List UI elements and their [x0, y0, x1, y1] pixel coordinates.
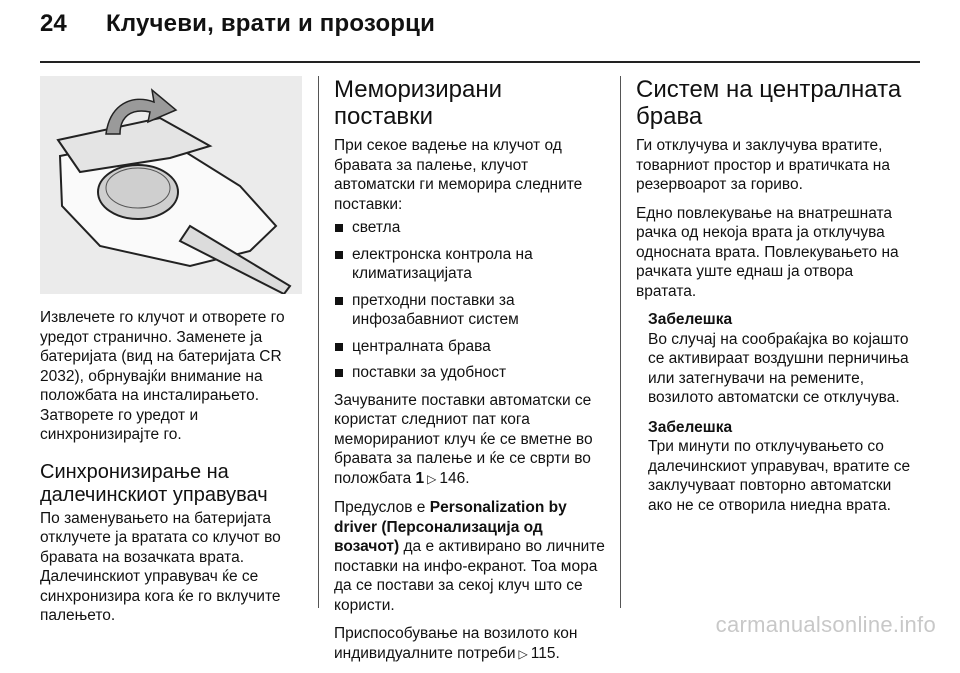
saved-settings-text: Зачуваните поставки автоматски се користат следниот пат кога меморираниот клуч ќе се вметне во бравата за палење и ќе се сврти во положбата 1 ▷ 146.	[334, 391, 606, 490]
list-item: светла	[334, 218, 606, 238]
watermark: carmanualsonline.info	[715, 612, 936, 637]
ignition-position: 1	[415, 469, 425, 487]
chapter-title: Клучеви, врати и прозорци	[106, 10, 436, 37]
page-number: 24	[40, 10, 67, 37]
note-title: Забелешка	[648, 311, 733, 328]
page-reference[interactable]: 146.	[439, 469, 470, 487]
settings-list	[334, 218, 606, 383]
central-locking-text: Ги отклучува и заклучува вратите, товарниот простор и вратичката на резервоарот за гориво.	[636, 137, 890, 193]
page-header	[40, 10, 920, 50]
personalization-setting: Personalization by driver (Персонализација од возачот)	[334, 499, 567, 555]
list-item: централната брава	[334, 337, 606, 357]
key-battery-image	[40, 76, 302, 294]
list-item: електронска контрола на климатизацијата	[334, 245, 606, 284]
list-item: поставки за удобност	[334, 363, 606, 383]
memorized-intro: При секое вадење на клучот од бравата за палење, клучот автоматски ги меморира следните поставки:	[334, 137, 583, 213]
left-column	[40, 76, 302, 635]
page-reference-icon: ▷	[518, 646, 528, 661]
note	[636, 310, 912, 408]
column-divider	[318, 76, 319, 608]
memorized-settings-heading: Меморизирани поставки	[334, 76, 502, 130]
page-reference-icon: ▷	[427, 471, 437, 486]
central-locking-heading: Систем на централната брава	[636, 76, 902, 130]
list-item: претходни поставки за инфозабавниот систем	[334, 291, 606, 330]
adaptation-text: Приспособување на возилото кон индивидуалните потреби ▷ 115.	[334, 624, 606, 664]
note	[636, 418, 912, 516]
header-rule	[40, 61, 920, 63]
prerequisite-text: Предуслов е Personalization by driver (Персонализација од возачот) да е активирано во личните поставки на инфо-екранот. Тоа мора да се постави за секој клуч што се користи.	[334, 499, 605, 614]
middle-column	[334, 76, 606, 673]
column-divider	[620, 76, 621, 608]
key-battery-illustration	[40, 76, 302, 294]
sync-heading: Синхронизирање на далечинскиот управувач	[40, 460, 268, 506]
note-text: Во случај на сообраќајка во којашто се активираат воздушни перничиња или затегнувачи на ремените, возилото автоматски се отклучува.	[648, 330, 909, 406]
right-column	[636, 76, 912, 525]
page-reference[interactable]: 115.	[530, 644, 560, 662]
battery-replacement-text: Извлечете го клучот и отворете го уредот странично. Заменете ја батеријата (вид на батеријата CR 2032), обрнувајќи внимание на положбата на инсталирањето. Затворете го уредот и синхронизирајте го.	[40, 309, 285, 443]
note-text: Три минути по отклучувањето со далечинскиот управувач, вратите се заклучуваат повторно автоматски ако не се отворила ниедна врата.	[648, 438, 911, 514]
sync-text: По заменувањето на батеријата отклучете ја вратата со клучот во бравата на возачката врата. Далечинскиот управувач ќе се синхронизира кога ќе го вклучите палењето.	[40, 509, 281, 624]
door-handle-text: Едно повлекување на внатрешната рачка од некоја врата ја отклучува односната врата. Повлекувањето на рачката уште еднаш ја отвора вратата.	[636, 204, 899, 300]
note-title: Забелешка	[648, 418, 733, 436]
